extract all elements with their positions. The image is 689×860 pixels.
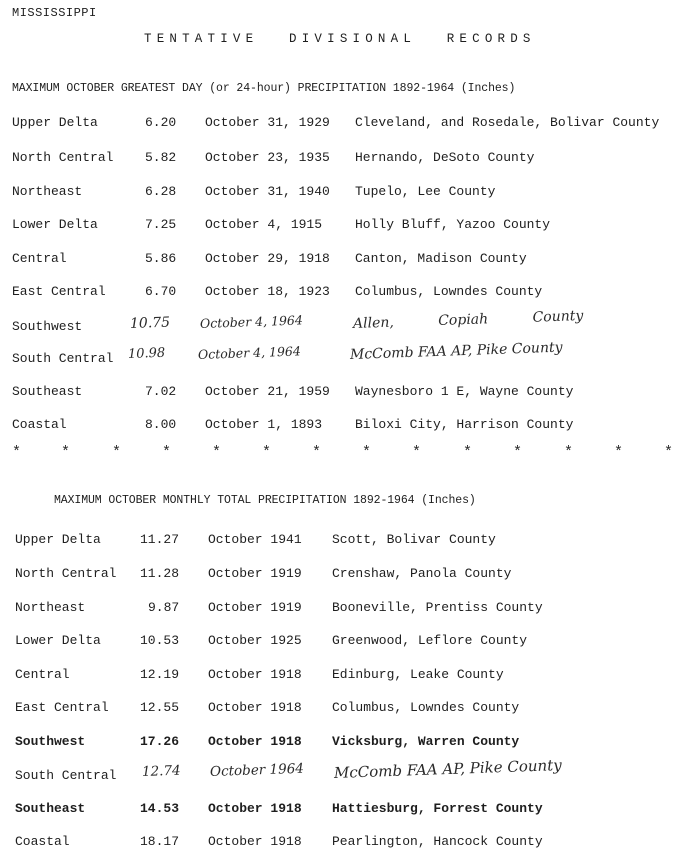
precip-value: 7.25 [145, 217, 177, 232]
division-name: Central [12, 251, 67, 266]
record-location-handwritten: McComb FAA AP, Pike County [333, 756, 562, 782]
precip-value: 5.86 [145, 251, 177, 266]
division-name: North Central [15, 566, 117, 581]
separator-star: * [112, 444, 122, 461]
record-date: October 1919 [208, 566, 302, 581]
separator-star: * [262, 444, 272, 461]
precip-value: 14.53 [140, 801, 180, 816]
separator-star: * [614, 444, 624, 461]
table-row [0, 184, 689, 204]
record-date-handwritten: October 1964 [209, 760, 305, 780]
precip-value: 6.20 [145, 115, 177, 130]
precip-value: 6.28 [145, 184, 177, 199]
record-location: Waynesboro 1 E, Wayne County [355, 384, 574, 399]
division-name: Central [15, 667, 70, 682]
table-row [0, 600, 689, 620]
table-row [0, 115, 689, 135]
precip-value: 5.82 [145, 150, 177, 165]
precip-value: 18.17 [140, 834, 180, 849]
table-row [0, 217, 689, 237]
record-location: Holly Bluff, Yazoo County [355, 217, 551, 232]
separator-stars [12, 444, 682, 462]
record-location: Columbus, Lowndes County [355, 284, 543, 299]
precip-value: 6.70 [145, 284, 177, 299]
record-location: Hernando, DeSoto County [355, 150, 535, 165]
separator-star: * [61, 444, 71, 461]
table-row [0, 284, 689, 304]
division-name: Southwest [12, 319, 83, 334]
separator-star: * [513, 444, 523, 461]
division-name: Lower Delta [15, 633, 101, 648]
record-date-handwritten: October 4, 1964 [197, 343, 302, 362]
division-name: Northeast [15, 600, 86, 615]
record-location: Crenshaw, Panola County [332, 566, 512, 581]
table-row [0, 834, 689, 854]
separator-star: * [12, 444, 22, 461]
table-row [0, 756, 689, 784]
precip-value: 12.55 [140, 700, 180, 715]
table-row [0, 667, 689, 687]
separator-star: * [664, 444, 674, 461]
monthly-total-heading: MAXIMUM OCTOBER MONTHLY TOTAL PRECIPITATION 1892-1964 (Inches) [54, 494, 476, 507]
precip-value-handwritten: 12.74 [141, 762, 181, 780]
precip-value: 12.19 [140, 667, 180, 682]
precip-value: 9.87 [148, 600, 180, 615]
record-date: October 4, 1915 [205, 217, 323, 232]
division-name: South Central [15, 768, 117, 783]
record-date-handwritten: October 4, 1964 [199, 312, 304, 331]
record-location: Pearlington, Hancock County [332, 834, 543, 849]
record-date: October 31, 1929 [205, 115, 330, 130]
separator-star: * [162, 444, 172, 461]
table-row [0, 566, 689, 586]
record-date: October 18, 1923 [205, 284, 330, 299]
division-name: Southwest [15, 734, 86, 749]
division-name: Southeast [12, 384, 83, 399]
division-name: East Central [12, 284, 106, 299]
record-date: October 1925 [208, 633, 302, 648]
greatest-day-heading: MAXIMUM OCTOBER GREATEST DAY (or 24-hour) PRECIPITATION 1892-1964 (Inches) [12, 82, 516, 95]
table-row [0, 633, 689, 653]
record-date: October 23, 1935 [205, 150, 330, 165]
record-date: October 1941 [208, 532, 302, 547]
record-date: October 29, 1918 [205, 251, 330, 266]
table-row [0, 532, 689, 552]
table-row [0, 417, 689, 437]
precip-value: 10.53 [140, 633, 180, 648]
table-row [0, 700, 689, 720]
table-row [0, 150, 689, 170]
table-row [0, 339, 689, 367]
record-date: October 1918 [208, 667, 302, 682]
precip-value: 11.27 [140, 532, 180, 547]
record-location: Columbus, Lowndes County [332, 700, 520, 715]
table-row [0, 307, 689, 336]
record-location: Hattiesburg, Forrest County [332, 801, 543, 816]
separator-star: * [362, 444, 372, 461]
record-location-handwritten: Allen, Copiah County [352, 307, 584, 332]
record-date: October 1918 [208, 700, 302, 715]
division-name: North Central [12, 150, 114, 165]
division-name: Upper Delta [12, 115, 98, 130]
division-name: Coastal [15, 834, 70, 849]
table-row [0, 801, 689, 821]
precip-value: 8.00 [145, 417, 177, 432]
record-location: Canton, Madison County [355, 251, 527, 266]
precip-value-handwritten: 10.75 [129, 314, 171, 332]
record-location: Greenwood, Leflore County [332, 633, 528, 648]
record-location: Edinburg, Leake County [332, 667, 504, 682]
record-location-handwritten: McComb FAA AP, Pike County [349, 339, 563, 363]
state-name: MISSISSIPPI [12, 6, 97, 20]
separator-star: * [412, 444, 422, 461]
record-location: Vicksburg, Warren County [332, 734, 520, 749]
record-date: October 1918 [208, 734, 302, 749]
separator-star: * [564, 444, 574, 461]
separator-star: * [463, 444, 473, 461]
record-location: Tupelo, Lee County [355, 184, 496, 199]
document-title: TENTATIVE DIVISIONAL RECORDS [144, 32, 536, 46]
precip-value: 7.02 [145, 384, 177, 399]
precip-value-handwritten: 10.98 [127, 345, 166, 362]
precip-value: 17.26 [140, 734, 180, 749]
record-date: October 1, 1893 [205, 417, 323, 432]
record-date: October 1919 [208, 600, 302, 615]
division-name: East Central [15, 700, 109, 715]
division-name: Lower Delta [12, 217, 98, 232]
separator-star: * [212, 444, 222, 461]
record-date: October 1918 [208, 834, 302, 849]
record-location: Cleveland, and Rosedale, Bolivar County [355, 115, 660, 130]
division-name: Coastal [12, 417, 67, 432]
record-date: October 31, 1940 [205, 184, 330, 199]
division-name: Upper Delta [15, 532, 101, 547]
table-row [0, 734, 689, 754]
table-row [0, 251, 689, 271]
table-row [0, 384, 689, 404]
record-location: Scott, Bolivar County [332, 532, 496, 547]
record-date: October 1918 [208, 801, 302, 816]
division-name: Northeast [12, 184, 83, 199]
division-name: South Central [12, 351, 114, 366]
precip-value: 11.28 [140, 566, 180, 581]
record-date: October 21, 1959 [205, 384, 330, 399]
record-location: Biloxi City, Harrison County [355, 417, 574, 432]
separator-star: * [312, 444, 322, 461]
division-name: Southeast [15, 801, 86, 816]
record-location: Booneville, Prentiss County [332, 600, 543, 615]
